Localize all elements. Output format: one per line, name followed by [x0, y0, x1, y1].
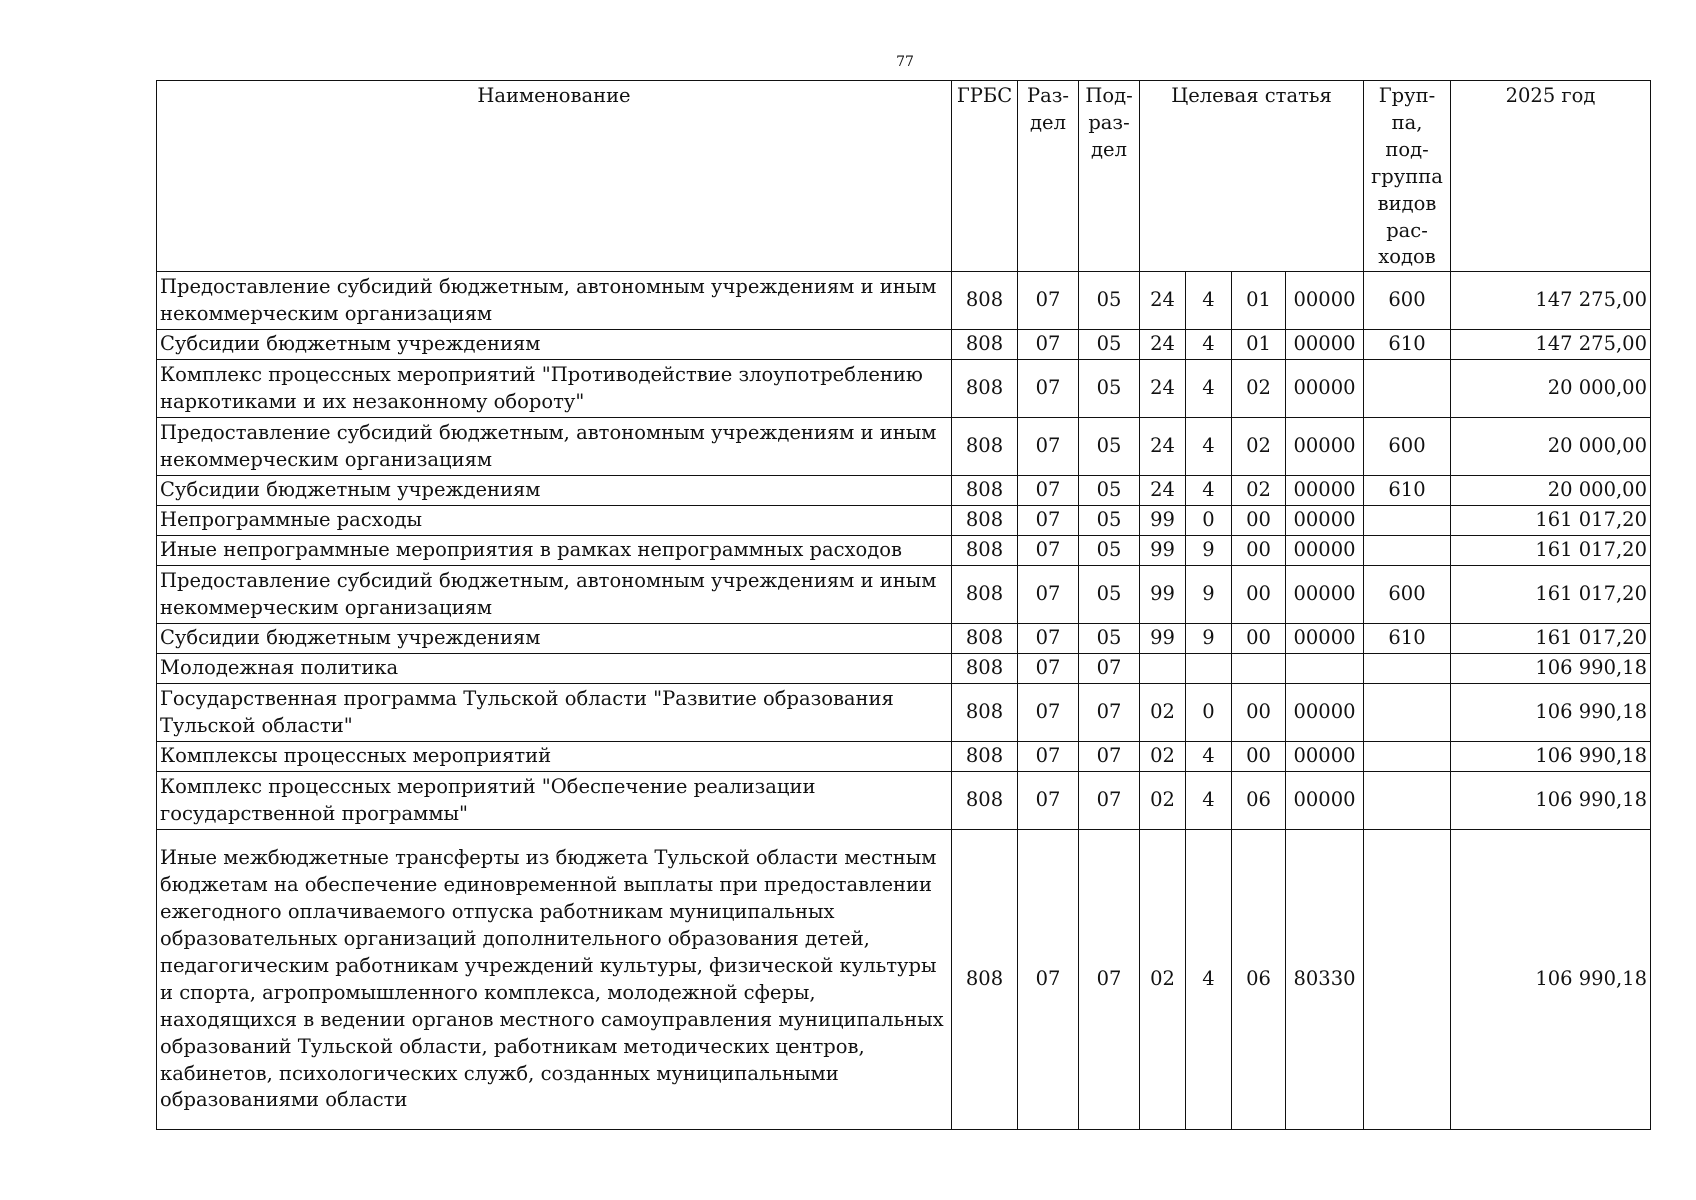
table-row: [157, 830, 1651, 1130]
row-podrazdel: 05: [1079, 536, 1140, 566]
row-target-program: 99: [1140, 566, 1186, 624]
row-podrazdel: 05: [1079, 476, 1140, 506]
row-name: Субсидии бюджетным учреждениям: [157, 624, 952, 654]
row-target-number: 02: [1232, 360, 1286, 418]
row-target-program: 99: [1140, 506, 1186, 536]
row-amount: 161 017,20: [1451, 536, 1651, 566]
row-grbs: 808: [952, 684, 1018, 742]
row-expense-group: [1364, 536, 1451, 566]
budget-table: [156, 80, 1651, 1130]
row-name: Предоставление субсидий бюджетным, автономным учреждениям и иным некоммерческим организациям: [157, 418, 952, 476]
row-target-direction: 00000: [1286, 506, 1364, 536]
row-grbs: 808: [952, 624, 1018, 654]
row-name: Предоставление субсидий бюджетным, автономным учреждениям и иным некоммерческим организациям: [157, 272, 952, 330]
row-razdel: 07: [1018, 506, 1079, 536]
row-target-type: 4: [1186, 360, 1232, 418]
row-razdel: 07: [1018, 476, 1079, 506]
row-expense-group: 600: [1364, 418, 1451, 476]
row-target-number: 00: [1232, 684, 1286, 742]
row-name: Субсидии бюджетным учреждениям: [157, 330, 952, 360]
row-podrazdel: 05: [1079, 360, 1140, 418]
row-amount: 106 990,18: [1451, 654, 1651, 684]
row-expense-group: 600: [1364, 272, 1451, 330]
row-target-type: 9: [1186, 566, 1232, 624]
row-name: Иные межбюджетные трансферты из бюджета Тульской области местным бюджетам на обеспечение единовременной выплаты при предоставлении ежегодного оплачиваемого отпуска работникам муниципальных образовательных организаций дополнительного образования детей, педагогическим работникам учреждений культуры, физической культуры и спорта, агропромышленного комплекса, молодежной сферы, находящихся в ведении органов местного самоуправления муниципальных образований Тульской области, работникам методических центров, кабинетов, психологических служб, созданных муниципальными образованиями области: [157, 830, 952, 1130]
row-expense-group: [1364, 654, 1451, 684]
table-body: [157, 272, 1651, 1130]
row-target-number: 00: [1232, 624, 1286, 654]
row-podrazdel: 07: [1079, 654, 1140, 684]
row-target-direction: 00000: [1286, 684, 1364, 742]
row-target-type: 4: [1186, 830, 1232, 1130]
row-target-direction: 00000: [1286, 536, 1364, 566]
row-amount: 106 990,18: [1451, 742, 1651, 772]
row-target-number: 06: [1232, 830, 1286, 1130]
row-amount: 161 017,20: [1451, 506, 1651, 536]
row-name: Комплекс процессных мероприятий "Обеспечение реализации государственной программы": [157, 772, 952, 830]
row-razdel: 07: [1018, 536, 1079, 566]
row-name: Иные непрограммные мероприятия в рамках непрограммных расходов: [157, 536, 952, 566]
row-podrazdel: 05: [1079, 418, 1140, 476]
row-podrazdel: 07: [1079, 684, 1140, 742]
table-row: [157, 418, 1651, 476]
row-target-direction: 00000: [1286, 330, 1364, 360]
row-target-program: 24: [1140, 272, 1186, 330]
table-row: [157, 506, 1651, 536]
row-razdel: 07: [1018, 830, 1079, 1130]
row-target-program: 02: [1140, 684, 1186, 742]
row-target-type: 4: [1186, 772, 1232, 830]
row-razdel: 07: [1018, 330, 1079, 360]
row-grbs: 808: [952, 742, 1018, 772]
row-target-number: 01: [1232, 330, 1286, 360]
row-podrazdel: 07: [1079, 772, 1140, 830]
row-amount: 161 017,20: [1451, 566, 1651, 624]
row-amount: 106 990,18: [1451, 684, 1651, 742]
row-grbs: 808: [952, 476, 1018, 506]
row-name: Предоставление субсидий бюджетным, автономным учреждениям и иным некоммерческим организациям: [157, 566, 952, 624]
row-target-program: 02: [1140, 742, 1186, 772]
row-target-direction: 80330: [1286, 830, 1364, 1130]
row-target-number: 00: [1232, 536, 1286, 566]
row-target-number: 02: [1232, 418, 1286, 476]
row-target-number: 06: [1232, 772, 1286, 830]
header-grbs: ГРБС: [952, 81, 1018, 272]
table-row: [157, 654, 1651, 684]
table-row: [157, 476, 1651, 506]
row-name: Молодежная политика: [157, 654, 952, 684]
row-razdel: 07: [1018, 360, 1079, 418]
row-target-program: [1140, 654, 1186, 684]
row-target-program: 24: [1140, 476, 1186, 506]
row-name: Непрограммные расходы: [157, 506, 952, 536]
row-expense-group: 610: [1364, 476, 1451, 506]
row-razdel: 07: [1018, 654, 1079, 684]
row-razdel: 07: [1018, 742, 1079, 772]
row-target-type: 0: [1186, 506, 1232, 536]
row-grbs: 808: [952, 506, 1018, 536]
row-target-program: 02: [1140, 772, 1186, 830]
header-target-article: Целевая статья: [1140, 81, 1364, 272]
row-razdel: 07: [1018, 566, 1079, 624]
row-grbs: 808: [952, 536, 1018, 566]
row-name: Государственная программа Тульской области "Развитие образования Тульской области": [157, 684, 952, 742]
row-target-direction: 00000: [1286, 272, 1364, 330]
row-grbs: 808: [952, 272, 1018, 330]
row-razdel: 07: [1018, 684, 1079, 742]
row-grbs: 808: [952, 566, 1018, 624]
row-razdel: 07: [1018, 624, 1079, 654]
row-expense-group: 610: [1364, 624, 1451, 654]
table-row: [157, 684, 1651, 742]
row-amount: 20 000,00: [1451, 418, 1651, 476]
row-podrazdel: 05: [1079, 566, 1140, 624]
row-amount: 106 990,18: [1451, 772, 1651, 830]
row-name: Комплексы процессных мероприятий: [157, 742, 952, 772]
row-target-direction: 00000: [1286, 742, 1364, 772]
row-target-number: 00: [1232, 742, 1286, 772]
row-target-type: 9: [1186, 624, 1232, 654]
table-row: [157, 772, 1651, 830]
row-target-program: 02: [1140, 830, 1186, 1130]
row-target-type: 9: [1186, 536, 1232, 566]
row-expense-group: 610: [1364, 330, 1451, 360]
row-target-direction: 00000: [1286, 624, 1364, 654]
row-grbs: 808: [952, 654, 1018, 684]
row-amount: 106 990,18: [1451, 830, 1651, 1130]
row-target-number: [1232, 654, 1286, 684]
row-target-type: 4: [1186, 330, 1232, 360]
row-target-type: 4: [1186, 272, 1232, 330]
row-target-direction: 00000: [1286, 476, 1364, 506]
row-expense-group: [1364, 684, 1451, 742]
row-target-direction: 00000: [1286, 360, 1364, 418]
table-row: [157, 536, 1651, 566]
header-razdel: Раз- дел: [1018, 81, 1079, 272]
table-row: [157, 330, 1651, 360]
row-grbs: 808: [952, 830, 1018, 1130]
row-expense-group: [1364, 360, 1451, 418]
row-target-direction: 00000: [1286, 418, 1364, 476]
row-target-program: 99: [1140, 536, 1186, 566]
row-expense-group: [1364, 772, 1451, 830]
row-target-number: 01: [1232, 272, 1286, 330]
table-row: [157, 272, 1651, 330]
row-amount: 20 000,00: [1451, 476, 1651, 506]
row-podrazdel: 05: [1079, 624, 1140, 654]
row-podrazdel: 07: [1079, 742, 1140, 772]
row-target-direction: 00000: [1286, 566, 1364, 624]
row-target-program: 99: [1140, 624, 1186, 654]
row-target-direction: [1286, 654, 1364, 684]
row-name: Субсидии бюджетным учреждениям: [157, 476, 952, 506]
table-row: [157, 360, 1651, 418]
row-podrazdel: 05: [1079, 330, 1140, 360]
row-razdel: 07: [1018, 272, 1079, 330]
header-expense-group: Груп- па, под- группа видов рас- ходов: [1364, 81, 1451, 272]
row-target-program: 24: [1140, 418, 1186, 476]
row-target-type: 4: [1186, 418, 1232, 476]
row-razdel: 07: [1018, 772, 1079, 830]
row-name: Комплекс процессных мероприятий "Противодействие злоупотреблению наркотиками и их незаконному обороту": [157, 360, 952, 418]
table-row: [157, 742, 1651, 772]
row-target-type: 4: [1186, 742, 1232, 772]
row-expense-group: 600: [1364, 566, 1451, 624]
row-target-number: 02: [1232, 476, 1286, 506]
row-expense-group: [1364, 506, 1451, 536]
row-target-type: [1186, 654, 1232, 684]
table-row: [157, 566, 1651, 624]
row-expense-group: [1364, 830, 1451, 1130]
header-name: Наименование: [157, 81, 952, 272]
row-grbs: 808: [952, 360, 1018, 418]
row-target-type: 4: [1186, 476, 1232, 506]
header-year: 2025 год: [1451, 81, 1651, 272]
table-header-row: [157, 81, 1651, 272]
row-podrazdel: 07: [1079, 830, 1140, 1130]
row-target-number: 00: [1232, 566, 1286, 624]
row-amount: 147 275,00: [1451, 272, 1651, 330]
row-grbs: 808: [952, 330, 1018, 360]
row-expense-group: [1364, 742, 1451, 772]
row-amount: 147 275,00: [1451, 330, 1651, 360]
header-podrazdel: Под- раз- дел: [1079, 81, 1140, 272]
table-row: [157, 624, 1651, 654]
row-grbs: 808: [952, 772, 1018, 830]
row-target-direction: 00000: [1286, 772, 1364, 830]
row-target-program: 24: [1140, 360, 1186, 418]
page-number: 77: [896, 54, 914, 70]
row-target-number: 00: [1232, 506, 1286, 536]
row-grbs: 808: [952, 418, 1018, 476]
row-razdel: 07: [1018, 418, 1079, 476]
row-target-program: 24: [1140, 330, 1186, 360]
row-amount: 161 017,20: [1451, 624, 1651, 654]
row-amount: 20 000,00: [1451, 360, 1651, 418]
row-podrazdel: 05: [1079, 272, 1140, 330]
row-podrazdel: 05: [1079, 506, 1140, 536]
row-target-type: 0: [1186, 684, 1232, 742]
